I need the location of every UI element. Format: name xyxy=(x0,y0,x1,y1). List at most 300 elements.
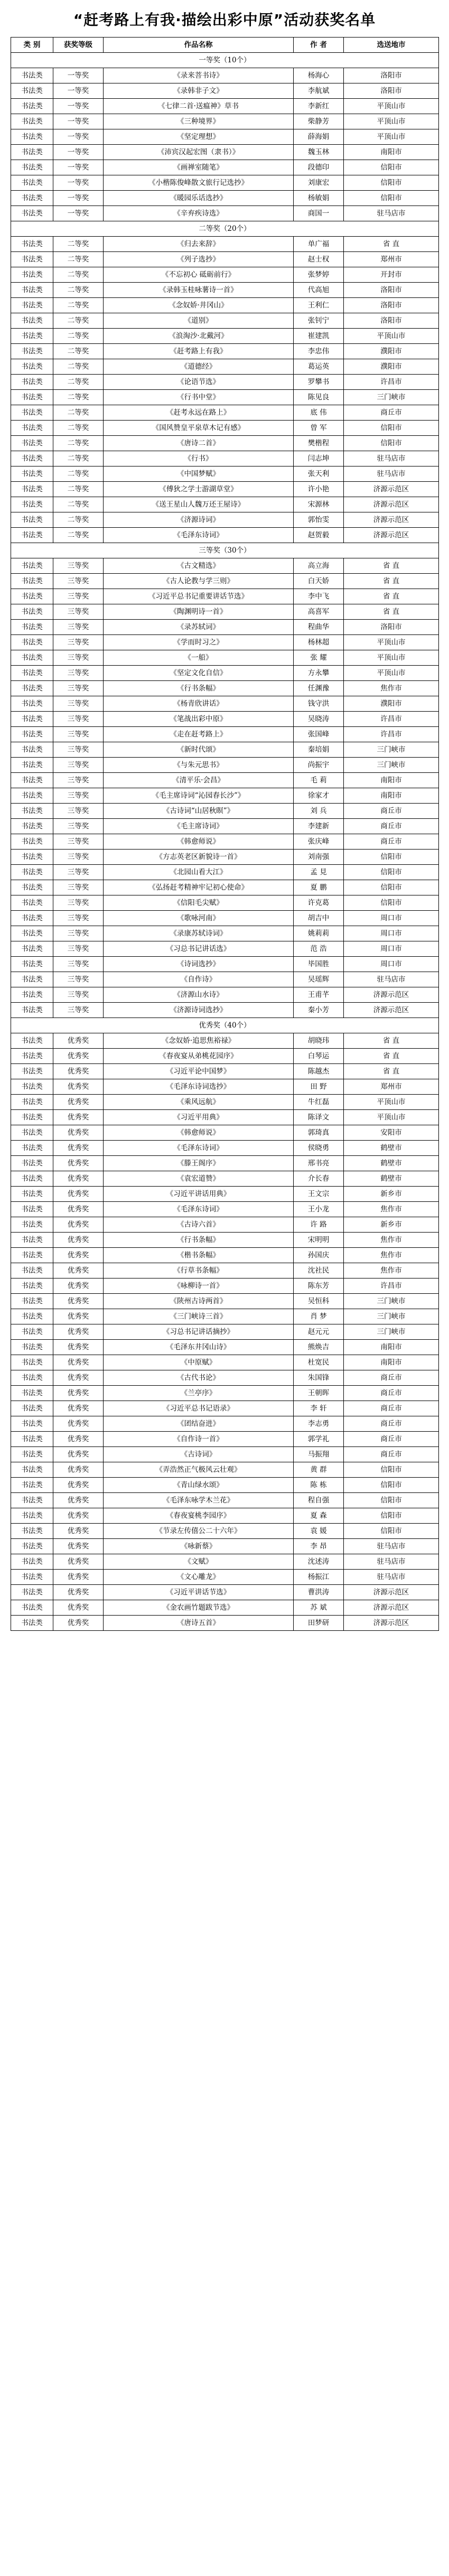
cell-category: 书法类 xyxy=(11,160,53,175)
table-row xyxy=(11,313,439,329)
cell-author: 杨林超 xyxy=(294,635,344,650)
cell-author: 刘南强 xyxy=(294,850,344,865)
table-row xyxy=(11,712,439,727)
cell-city: 郑州市 xyxy=(344,252,439,267)
cell-award-level: 三等奖 xyxy=(53,941,104,957)
cell-work-title: 《坚定理想》 xyxy=(104,129,294,145)
cell-award-level: 三等奖 xyxy=(53,987,104,1003)
cell-work-title: 《毛泽东井冈山诗》 xyxy=(104,1340,294,1355)
table-row xyxy=(11,1263,439,1278)
table-row xyxy=(11,1340,439,1355)
cell-author: 邢书亮 xyxy=(294,1156,344,1171)
cell-category: 书法类 xyxy=(11,712,53,727)
table-row xyxy=(11,359,439,375)
cell-author: 方永攀 xyxy=(294,666,344,681)
cell-award-level: 三等奖 xyxy=(53,650,104,666)
cell-work-title: 《方志英老区新貌诗一首》 xyxy=(104,850,294,865)
cell-award-level: 三等奖 xyxy=(53,788,104,804)
table-row xyxy=(11,1233,439,1248)
cell-author: 李中飞 xyxy=(294,589,344,604)
cell-work-title: 《走在赶考路上》 xyxy=(104,727,294,742)
cell-city: 许昌市 xyxy=(344,712,439,727)
cell-award-level: 二等奖 xyxy=(53,512,104,528)
cell-city: 驻马店市 xyxy=(344,1570,439,1585)
cell-award-level: 三等奖 xyxy=(53,758,104,773)
cell-author: 高立海 xyxy=(294,558,344,574)
cell-city: 信阳市 xyxy=(344,1462,439,1478)
cell-award-level: 一等奖 xyxy=(53,160,104,175)
cell-category: 书法类 xyxy=(11,1600,53,1616)
cell-work-title: 《行书中堂》 xyxy=(104,390,294,405)
cell-award-level: 三等奖 xyxy=(53,972,104,987)
table-row xyxy=(11,1462,439,1478)
cell-work-title: 《习近平讲话用典》 xyxy=(104,1187,294,1202)
cell-category: 书法类 xyxy=(11,1570,53,1585)
cell-author: 张庆峰 xyxy=(294,834,344,850)
cell-category: 书法类 xyxy=(11,497,53,512)
cell-author: 田梦研 xyxy=(294,1616,344,1631)
cell-work-title: 《习近平总书记重要讲话节选》 xyxy=(104,589,294,604)
cell-work-title: 《一船》 xyxy=(104,650,294,666)
cell-city: 焦作市 xyxy=(344,1248,439,1263)
cell-category: 书法类 xyxy=(11,941,53,957)
cell-category: 书法类 xyxy=(11,1233,53,1248)
cell-city: 济源示范区 xyxy=(344,1600,439,1616)
cell-city: 平顶山市 xyxy=(344,114,439,129)
cell-city: 信阳市 xyxy=(344,191,439,206)
cell-category: 书法类 xyxy=(11,528,53,543)
cell-work-title: 《与朱元思书》 xyxy=(104,758,294,773)
header-row xyxy=(11,38,439,53)
cell-city: 南阳市 xyxy=(344,788,439,804)
cell-category: 书法类 xyxy=(11,482,53,497)
cell-category: 书法类 xyxy=(11,1478,53,1493)
cell-category: 书法类 xyxy=(11,926,53,941)
cell-author: 王小龙 xyxy=(294,1202,344,1217)
table-row xyxy=(11,99,439,114)
cell-category: 书法类 xyxy=(11,589,53,604)
table-row xyxy=(11,819,439,834)
group-heading: 三等奖（30个） xyxy=(11,543,439,558)
cell-author: 毛 莉 xyxy=(294,773,344,788)
cell-city: 郑州市 xyxy=(344,1079,439,1095)
cell-author: 罗攀书 xyxy=(294,375,344,390)
cell-category: 书法类 xyxy=(11,635,53,650)
cell-award-level: 优秀奖 xyxy=(53,1340,104,1355)
cell-category: 书法类 xyxy=(11,681,53,696)
cell-work-title: 《念奴娇·井冈山》 xyxy=(104,298,294,313)
cell-author: 李新红 xyxy=(294,99,344,114)
cell-award-level: 三等奖 xyxy=(53,620,104,635)
cell-category: 书法类 xyxy=(11,1095,53,1110)
cell-award-level: 优秀奖 xyxy=(53,1171,104,1187)
cell-city: 许昌市 xyxy=(344,1278,439,1294)
cell-city: 省 直 xyxy=(344,1049,439,1064)
cell-category: 书法类 xyxy=(11,1493,53,1508)
cell-city: 焦作市 xyxy=(344,1202,439,1217)
cell-category: 书法类 xyxy=(11,1524,53,1539)
cell-author: 尚振宇 xyxy=(294,758,344,773)
cell-award-level: 二等奖 xyxy=(53,421,104,436)
cell-work-title: 《古诗六首》 xyxy=(104,1217,294,1233)
cell-work-title: 《节录左传僖公二十六年》 xyxy=(104,1524,294,1539)
table-row xyxy=(11,267,439,283)
table-row xyxy=(11,1370,439,1386)
cell-award-level: 一等奖 xyxy=(53,175,104,191)
cell-work-title: 《古诗词“山居秋暝”》 xyxy=(104,804,294,819)
cell-award-level: 一等奖 xyxy=(53,99,104,114)
cell-city: 新乡市 xyxy=(344,1217,439,1233)
cell-author: 杨敏娟 xyxy=(294,191,344,206)
cell-award-level: 二等奖 xyxy=(53,451,104,466)
table-row xyxy=(11,175,439,191)
cell-category: 书法类 xyxy=(11,666,53,681)
cell-city: 商丘市 xyxy=(344,834,439,850)
table-row xyxy=(11,1324,439,1340)
table-row xyxy=(11,1570,439,1585)
cell-work-title: 《行草书条幅》 xyxy=(104,1263,294,1278)
cell-award-level: 三等奖 xyxy=(53,1003,104,1018)
cell-category: 书法类 xyxy=(11,1003,53,1018)
cell-award-level: 一等奖 xyxy=(53,68,104,83)
cell-work-title: 《沛宾汉起宏图（隶书）》 xyxy=(104,145,294,160)
cell-award-level: 三等奖 xyxy=(53,895,104,911)
table-row xyxy=(11,298,439,313)
cell-city: 商丘市 xyxy=(344,804,439,819)
table-row xyxy=(11,1478,439,1493)
group-heading-row xyxy=(11,221,439,237)
cell-award-level: 优秀奖 xyxy=(53,1386,104,1401)
cell-award-level: 优秀奖 xyxy=(53,1079,104,1095)
cell-award-level: 优秀奖 xyxy=(53,1263,104,1278)
cell-work-title: 《列子选抄》 xyxy=(104,252,294,267)
cell-work-title: 《青山绿水颂》 xyxy=(104,1478,294,1493)
table-row xyxy=(11,1600,439,1616)
cell-award-level: 二等奖 xyxy=(53,375,104,390)
cell-category: 书法类 xyxy=(11,1432,53,1447)
table-row xyxy=(11,1003,439,1018)
cell-work-title: 《杨青欣讲话》 xyxy=(104,696,294,712)
cell-award-level: 优秀奖 xyxy=(53,1508,104,1524)
cell-author: 夏 森 xyxy=(294,1508,344,1524)
table-row xyxy=(11,834,439,850)
cell-award-level: 优秀奖 xyxy=(53,1616,104,1631)
cell-award-level: 二等奖 xyxy=(53,237,104,252)
cell-category: 书法类 xyxy=(11,252,53,267)
table-row xyxy=(11,880,439,895)
cell-category: 书法类 xyxy=(11,1554,53,1570)
cell-city: 信阳市 xyxy=(344,175,439,191)
cell-work-title: 《三门峡诗三首》 xyxy=(104,1309,294,1324)
cell-city: 省 直 xyxy=(344,574,439,589)
cell-category: 书法类 xyxy=(11,405,53,421)
header-author: 作 者 xyxy=(294,38,344,53)
cell-award-level: 优秀奖 xyxy=(53,1493,104,1508)
table-row xyxy=(11,1079,439,1095)
cell-city: 濮阳市 xyxy=(344,696,439,712)
cell-author: 钱守洪 xyxy=(294,696,344,712)
cell-work-title: 《北园山看大江》 xyxy=(104,865,294,880)
cell-category: 书法类 xyxy=(11,1401,53,1416)
cell-author: 陈东芳 xyxy=(294,1278,344,1294)
cell-city: 周口市 xyxy=(344,957,439,972)
cell-award-level: 优秀奖 xyxy=(53,1462,104,1478)
table-row xyxy=(11,83,439,99)
cell-work-title: 《毛主席诗词》 xyxy=(104,819,294,834)
cell-award-level: 二等奖 xyxy=(53,344,104,359)
table-row xyxy=(11,788,439,804)
table-row xyxy=(11,1508,439,1524)
cell-author: 吴恒科 xyxy=(294,1294,344,1309)
header-award-level: 获奖等级 xyxy=(53,38,104,53)
cell-city: 洛阳市 xyxy=(344,283,439,298)
table-row xyxy=(11,1156,439,1171)
cell-work-title: 《道别》 xyxy=(104,313,294,329)
cell-category: 书法类 xyxy=(11,1539,53,1554)
cell-author: 王甫芊 xyxy=(294,987,344,1003)
cell-work-title: 《古文精选》 xyxy=(104,558,294,574)
table-row xyxy=(11,758,439,773)
cell-work-title: 《习近平总书记语录》 xyxy=(104,1401,294,1416)
group-heading: 二等奖（20个） xyxy=(11,221,439,237)
cell-city: 南阳市 xyxy=(344,773,439,788)
table-row xyxy=(11,650,439,666)
cell-city: 鹤壁市 xyxy=(344,1171,439,1187)
cell-work-title: 《道德经》 xyxy=(104,359,294,375)
group-heading-row xyxy=(11,53,439,68)
cell-author: 张钊宁 xyxy=(294,313,344,329)
table-row xyxy=(11,252,439,267)
cell-city: 南阳市 xyxy=(344,1355,439,1370)
cell-author: 张国峰 xyxy=(294,727,344,742)
cell-author: 白天娇 xyxy=(294,574,344,589)
cell-author: 吴晓涛 xyxy=(294,712,344,727)
group-heading-row xyxy=(11,1018,439,1033)
table-row xyxy=(11,191,439,206)
cell-city: 省 直 xyxy=(344,589,439,604)
cell-author: 胡晓玮 xyxy=(294,1033,344,1049)
cell-author: 李 轩 xyxy=(294,1401,344,1416)
cell-work-title: 《唐诗二首》 xyxy=(104,436,294,451)
cell-work-title: 《陶渊明诗一首》 xyxy=(104,604,294,620)
table-row xyxy=(11,145,439,160)
cell-author: 薛海娟 xyxy=(294,129,344,145)
cell-work-title: 《行书条幅》 xyxy=(104,681,294,696)
cell-category: 书法类 xyxy=(11,620,53,635)
cell-city: 济源示范区 xyxy=(344,1003,439,1018)
cell-category: 书法类 xyxy=(11,742,53,758)
cell-award-level: 优秀奖 xyxy=(53,1125,104,1141)
cell-work-title: 《济源诗词选抄》 xyxy=(104,1003,294,1018)
cell-city: 洛阳市 xyxy=(344,620,439,635)
cell-author: 陈见良 xyxy=(294,390,344,405)
cell-city: 周口市 xyxy=(344,941,439,957)
cell-award-level: 三等奖 xyxy=(53,819,104,834)
cell-award-level: 二等奖 xyxy=(53,252,104,267)
cell-work-title: 《中国梦赋》 xyxy=(104,466,294,482)
cell-award-level: 优秀奖 xyxy=(53,1217,104,1233)
cell-author: 介长春 xyxy=(294,1171,344,1187)
table-row xyxy=(11,1524,439,1539)
cell-award-level: 二等奖 xyxy=(53,267,104,283)
cell-category: 书法类 xyxy=(11,451,53,466)
cell-work-title: 《金农画竹题跋节选》 xyxy=(104,1600,294,1616)
cell-work-title: 《录韩非子文》 xyxy=(104,83,294,99)
cell-award-level: 优秀奖 xyxy=(53,1233,104,1248)
cell-author: 秦培娟 xyxy=(294,742,344,758)
cell-city: 濮阳市 xyxy=(344,359,439,375)
cell-category: 书法类 xyxy=(11,1263,53,1278)
cell-category: 书法类 xyxy=(11,1370,53,1386)
cell-category: 书法类 xyxy=(11,1355,53,1370)
cell-category: 书法类 xyxy=(11,145,53,160)
cell-work-title: 《坚定文化自信》 xyxy=(104,666,294,681)
cell-author: 王利仁 xyxy=(294,298,344,313)
cell-category: 书法类 xyxy=(11,1049,53,1064)
cell-award-level: 二等奖 xyxy=(53,283,104,298)
cell-category: 书法类 xyxy=(11,1141,53,1156)
table-row xyxy=(11,1386,439,1401)
cell-city: 南阳市 xyxy=(344,145,439,160)
cell-author: 郭琦真 xyxy=(294,1125,344,1141)
cell-author: 李志勇 xyxy=(294,1416,344,1432)
cell-author: 商国一 xyxy=(294,206,344,221)
table-row xyxy=(11,1401,439,1416)
cell-city: 省 直 xyxy=(344,558,439,574)
table-row xyxy=(11,1278,439,1294)
cell-work-title: 《楷书条幅》 xyxy=(104,1248,294,1263)
cell-award-level: 优秀奖 xyxy=(53,1187,104,1202)
cell-award-level: 优秀奖 xyxy=(53,1141,104,1156)
table-row xyxy=(11,1125,439,1141)
cell-city: 安阳市 xyxy=(344,1125,439,1141)
cell-award-level: 三等奖 xyxy=(53,742,104,758)
cell-city: 省 直 xyxy=(344,1033,439,1049)
cell-award-level: 优秀奖 xyxy=(53,1248,104,1263)
cell-author: 张天利 xyxy=(294,466,344,482)
cell-category: 书法类 xyxy=(11,83,53,99)
cell-category: 书法类 xyxy=(11,313,53,329)
cell-award-level: 优秀奖 xyxy=(53,1294,104,1309)
cell-city: 驻马店市 xyxy=(344,1554,439,1570)
cell-city: 鹤壁市 xyxy=(344,1141,439,1156)
cell-author: 熊焕吉 xyxy=(294,1340,344,1355)
cell-category: 书法类 xyxy=(11,773,53,788)
cell-author: 杜宽民 xyxy=(294,1355,344,1370)
table-row xyxy=(11,1110,439,1125)
cell-author: 许 路 xyxy=(294,1217,344,1233)
cell-category: 书法类 xyxy=(11,574,53,589)
cell-city: 济源示范区 xyxy=(344,528,439,543)
cell-category: 书法类 xyxy=(11,1324,53,1340)
cell-author: 代高旭 xyxy=(294,283,344,298)
cell-award-level: 二等奖 xyxy=(53,466,104,482)
cell-author: 孙国庆 xyxy=(294,1248,344,1263)
cell-category: 书法类 xyxy=(11,895,53,911)
cell-category: 书法类 xyxy=(11,1217,53,1233)
cell-award-level: 三等奖 xyxy=(53,712,104,727)
cell-award-level: 二等奖 xyxy=(53,482,104,497)
cell-award-level: 二等奖 xyxy=(53,405,104,421)
cell-work-title: 《毛泽东诗词》 xyxy=(104,528,294,543)
cell-category: 书法类 xyxy=(11,972,53,987)
cell-category: 书法类 xyxy=(11,1462,53,1478)
cell-city: 信阳市 xyxy=(344,1478,439,1493)
cell-author: 陈越杰 xyxy=(294,1064,344,1079)
cell-category: 书法类 xyxy=(11,436,53,451)
cell-work-title: 《袁宏道赞》 xyxy=(104,1171,294,1187)
cell-work-title: 《赶考路上有我》 xyxy=(104,344,294,359)
cell-work-title: 《浪淘沙·北戴河》 xyxy=(104,329,294,344)
cell-city: 信阳市 xyxy=(344,1493,439,1508)
cell-city: 南阳市 xyxy=(344,1340,439,1355)
cell-award-level: 一等奖 xyxy=(53,191,104,206)
cell-category: 书法类 xyxy=(11,329,53,344)
table-row xyxy=(11,1309,439,1324)
cell-category: 书法类 xyxy=(11,1202,53,1217)
cell-category: 书法类 xyxy=(11,1248,53,1263)
cell-category: 书法类 xyxy=(11,604,53,620)
cell-author: 郭怡雯 xyxy=(294,512,344,528)
cell-category: 书法类 xyxy=(11,865,53,880)
cell-work-title: 《不忘初心 砥砺前行》 xyxy=(104,267,294,283)
cell-award-level: 优秀奖 xyxy=(53,1585,104,1600)
cell-award-level: 二等奖 xyxy=(53,329,104,344)
cell-category: 书法类 xyxy=(11,344,53,359)
cell-category: 书法类 xyxy=(11,1278,53,1294)
cell-author: 杨海心 xyxy=(294,68,344,83)
cell-category: 书法类 xyxy=(11,390,53,405)
cell-category: 书法类 xyxy=(11,421,53,436)
cell-city: 许昌市 xyxy=(344,375,439,390)
cell-award-level: 优秀奖 xyxy=(53,1554,104,1570)
cell-city: 省 直 xyxy=(344,237,439,252)
cell-work-title: 《习总书记讲话摘抄》 xyxy=(104,1324,294,1340)
cell-award-level: 优秀奖 xyxy=(53,1524,104,1539)
cell-category: 书法类 xyxy=(11,1171,53,1187)
table-row xyxy=(11,850,439,865)
cell-work-title: 《小楷陈俊峰散文旅行记选抄》 xyxy=(104,175,294,191)
cell-work-title: 《笔战出彩中原》 xyxy=(104,712,294,727)
cell-category: 书法类 xyxy=(11,1340,53,1355)
cell-category: 书法类 xyxy=(11,466,53,482)
group-heading-row xyxy=(11,543,439,558)
cell-category: 书法类 xyxy=(11,237,53,252)
cell-author: 宋源林 xyxy=(294,497,344,512)
table-row xyxy=(11,497,439,512)
cell-category: 书法类 xyxy=(11,1508,53,1524)
cell-award-level: 一等奖 xyxy=(53,145,104,160)
cell-city: 济源示范区 xyxy=(344,987,439,1003)
cell-city: 焦作市 xyxy=(344,1263,439,1278)
cell-city: 三门峡市 xyxy=(344,742,439,758)
cell-category: 书法类 xyxy=(11,359,53,375)
cell-work-title: 《韩愈师说》 xyxy=(104,834,294,850)
cell-work-title: 《春夜宴桃李园序》 xyxy=(104,1508,294,1524)
cell-author: 单广福 xyxy=(294,237,344,252)
cell-award-level: 优秀奖 xyxy=(53,1049,104,1064)
cell-category: 书法类 xyxy=(11,191,53,206)
cell-author: 胡吉中 xyxy=(294,911,344,926)
cell-award-level: 优秀奖 xyxy=(53,1156,104,1171)
cell-award-level: 三等奖 xyxy=(53,574,104,589)
table-row xyxy=(11,1202,439,1217)
cell-award-level: 三等奖 xyxy=(53,926,104,941)
cell-work-title: 《毛泽东诗词选抄》 xyxy=(104,1079,294,1095)
cell-work-title: 《行书》 xyxy=(104,451,294,466)
cell-city: 驻马店市 xyxy=(344,972,439,987)
cell-author: 程曲华 xyxy=(294,620,344,635)
